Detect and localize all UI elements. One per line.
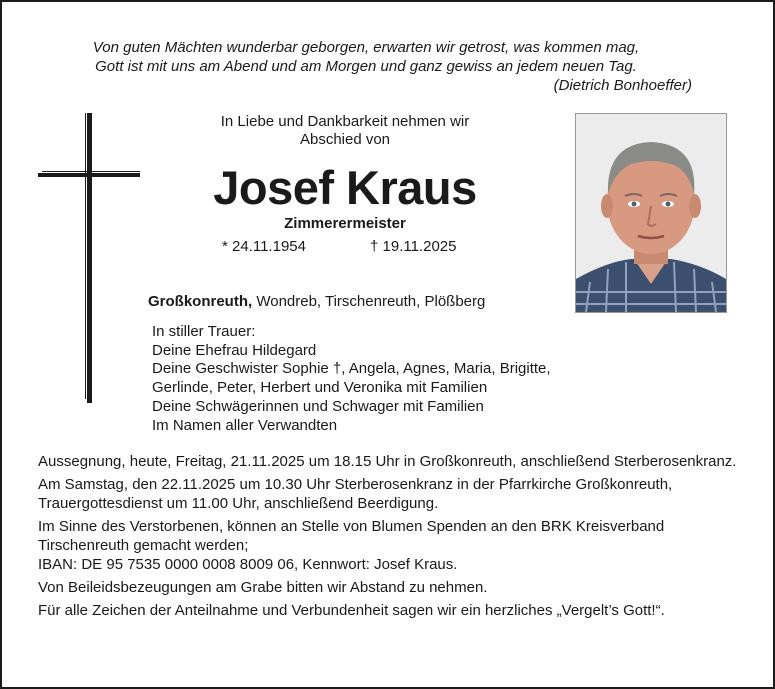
quote-line-1: Von guten Mächten wunderbar geborgen, erwarten wir getrost, was kommen mag, [92,39,640,56]
mourners-line: Deine Geschwister Sophie †, Angela, Agnes, Maria, Brigitte, [152,360,551,378]
mourners-list [152,323,551,435]
bonhoeffer-quote [40,38,692,95]
profession: Zimmerermeister [284,215,406,232]
detail-paragraph: Am Samstag, den 22.11.2025 um 10.30 Uhr Sterberosenkranz in der Pfarrkirche Großkonreuth, Trauergottesdienst um 11.00 Uhr, anschließend Beerdigung. [38,476,673,512]
quote-line-2: Gott ist mit uns am Abend und am Morgen und ganz gewiss an jedem neuen Tag. [95,58,637,75]
quote-author: (Dietrich Bonhoeffer) [553,77,692,94]
places-line [148,293,485,311]
mourners-line: Gerlinde, Peter, Herbert und Veronika mit Familien [152,379,488,397]
detail-paragraph: Im Sinne des Verstorbenen, können an Stelle von Blumen Spenden an den BRK Kreisverband Tirschenreuth gemacht werden; [38,518,665,554]
detail-paragraph: IBAN: DE 95 7535 0000 0008 8009 06, Kennwort: Josef Kraus. [38,556,458,573]
detail-paragraph: Für alle Zeichen der Anteilnahme und Verbundenheit sagen wir ein herzliches „Vergelt’s Gott!“. [38,602,665,619]
service-details [38,452,738,624]
intro-text [178,113,512,149]
mourners-line: Im Namen aller Verwandten [152,416,338,434]
portrait-photo [575,113,727,313]
place-others: Wondreb, Tirschenreuth, Plößberg [252,293,486,310]
detail-paragraph: Aussegnung, heute, Freitag, 21.11.2025 um 18.15 Uhr in Großkonreuth, anschließend Sterberosenkranz. [38,453,737,470]
deceased-name: Josef Kraus [213,161,477,214]
intro-line-2: Abschied von [299,131,391,148]
detail-paragraph: Von Beileidsbezeugungen am Grabe bitten wir Abstand zu nehmen. [38,579,488,596]
death-date: † 19.11.2025 [370,238,457,255]
place-main: Großkonreuth, [148,293,253,310]
mourners-line: Deine Ehefrau Hildegard [152,341,317,359]
birth-date: * 24.11.1954 [222,238,306,255]
mourners-line: Deine Schwägerinnen und Schwager mit Familien [152,397,484,415]
mourners-line: In stiller Trauer: [152,323,256,340]
intro-line-1: In Liebe und Dankbarkeit nehmen wir [220,113,470,130]
